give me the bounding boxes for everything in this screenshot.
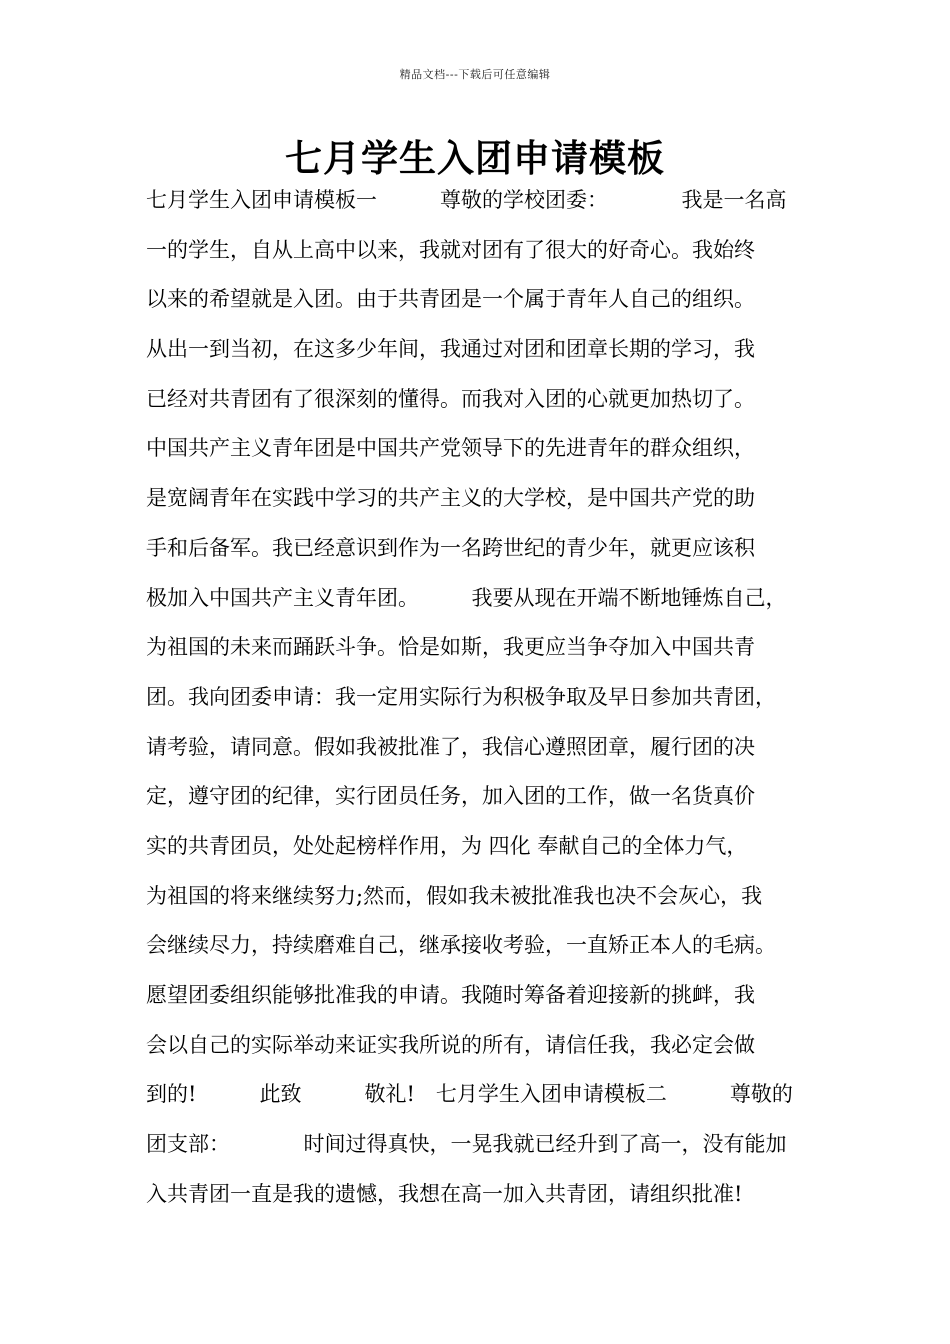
body-line-18: 会以自己的实际举动来证实我所说的所有，请信任我，我必定会做: [146, 1032, 755, 1057]
document-body: [146, 176, 836, 1219]
body-line-17: 愿望团委组织能够批准我的申请。我随时筹备着迎接新的挑衅，我: [146, 983, 755, 1007]
body-line-13: 定，遵守团的纪律，实行团员任务，加入团的工作，做一名货真价: [146, 784, 755, 809]
body-line-2: 一的学生，自从上高中以来，我就对团有了很大的好奇心。我始终: [146, 237, 755, 262]
body-line-6: 中国共产主义青年团是中国共产党领导下的先进青年的群众组织，: [146, 436, 755, 461]
body-line-15: 为祖国的将来继续努力;然而，假如我未被批准我也决不会灰心，我: [146, 883, 763, 908]
body-line-8: 手和后备军。我已经意识到作为一名跨世纪的青少年，就更应该积: [146, 535, 755, 560]
body-line-21: 入共青团一直是我的遗憾，我想在高一加入共青团，请组织批准!: [146, 1181, 743, 1206]
body-line-5: 已经对共青团有了很深刻的懂得。而我对入团的心就更加热切了。: [146, 386, 755, 411]
body-line-11: 团。我向团委申请：我一定用实际行为积极争取及早日参加共青团，: [146, 684, 776, 709]
body-line-7: 是宽阔青年在实践中学习的共产主义的大学校，是中国共产党的助: [146, 486, 755, 511]
body-line-12: 请考验，请同意。假如我被批准了，我信心遵照团章，履行团的决: [146, 734, 755, 759]
body-line-9: 极加入中国共产主义青年团。 我要从现在开端不断地锤炼自己，: [146, 585, 787, 610]
body-line-19: 到的! 此致 敬礼! 七月学生入团申请模板二 尊敬的: [146, 1082, 793, 1107]
document-title: 七月学生入团申请模板: [285, 137, 665, 180]
body-line-16: 会继续尽力，持续磨难自己，继承接收考验，一直矫正本人的毛病。: [146, 933, 776, 958]
body-line-3: 以来的希望就是入团。由于共青团是一个属于青年人自己的组织。: [146, 287, 755, 312]
body-line-10: 为祖国的未来而踊跃斗争。恰是如斯，我更应当争夺加入中国共青: [146, 635, 755, 660]
body-line-20: 团支部： 时间过得真快，一晃我就已经升到了高一，没有能加: [146, 1132, 787, 1157]
body-line-1: 七月学生入团申请模板一 尊敬的学校团委： 我是一名高: [146, 188, 787, 212]
body-line-4: 从出一到当初，在这多少年间，我通过对团和团章长期的学习，我: [146, 337, 755, 362]
header-note: 精品文档---下载后可任意编辑: [399, 68, 551, 81]
body-line-14: 实的共青团员，处处起榜样作用，为 四化 奉献自己的全体力气，: [146, 833, 748, 858]
